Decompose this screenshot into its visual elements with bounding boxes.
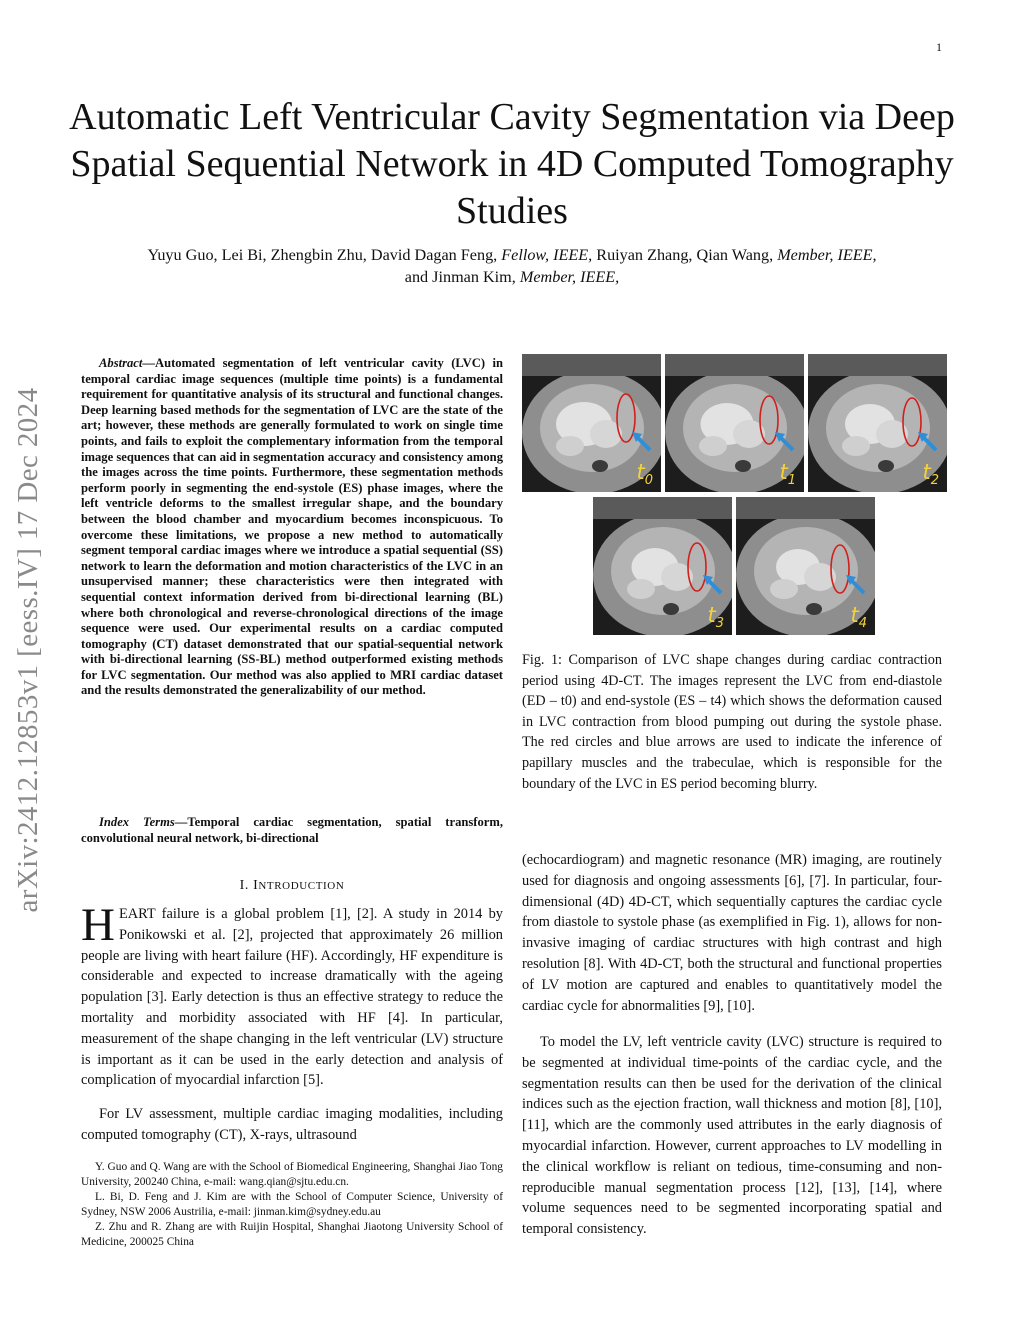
authors-member: Member, IEEE, [519, 268, 620, 286]
section-title-first: I [253, 878, 259, 893]
figure-caption: Fig. 1: Comparison of LVC shape changes during cardiac contraction period using 4D-CT. The images represent the LVC from end-diastole (ED – t0) and end-systole (ES – t4) which shows the deformation caused in LVC contraction from blood pumping out during the systole phase. The red circles and blue arrows are used to indicate the inference of papillary muscles and the trabeculae, which is responsible for the boundary of the LVC in ES period becoming blurry. [522, 652, 942, 792]
time-label: $t_0$ [636, 459, 653, 488]
ct-tissue [770, 579, 798, 599]
author-list [60, 244, 964, 288]
ct-tissue [878, 460, 894, 472]
footnote: Z. Zhu and R. Zhang are with Ruijin Hospital, Shanghai Jiaotong University School of Medicine, 200025 China [81, 1221, 503, 1248]
figure-1 [522, 354, 946, 636]
ct-panel-t1 [665, 354, 804, 492]
page-number: 1 [936, 40, 942, 54]
ct-panel-t0 [522, 354, 661, 492]
ct-tissue [556, 436, 584, 456]
abstract-text: —Automated segmentation of left ventricular cavity (LVC) in temporal cardiac image sequences (multiple time points) is a fundamental requirement for quantitative analysis of its structural and functional changes. Deep learning based methods for the segmentation of LVC are the state of the art; however, these methods are generally formulated to work on single time points, and fails to exploit the complementary information from the temporal image sequences that can aid in segmentation accuracy and consistency among the images across the time points. Furthermore, these segmentation methods perform poorly in segmenting the end-systole (ES) phase images, where the left ventricle deforms to the smallest irregular shape, and the boundary between the blood chamber and myocardium becomes inconspicuous. To overcome these limitations, we propose a new method to automatically segment temporal cardiac images where we introduce a spatial sequential (SS) network to learn the deformation and motion characteristics of the LVC in an unsupervised manner; these characteristics were then integrated with sequential context information derived from bi-directional learning (BL) where both chronological and reverse-chronological directions of the image sequence were used. Our experimental results on a cardiac computed tomography (CT) dataset demonstrated that our spatial-sequential network with bi-directional learning (SS-BL) method outperformed existing methods for LVC segmentation. Our method was also applied to MRI cardiac dataset and the results demonstrated the generalizability of our method. [81, 356, 503, 698]
authors-member: Member, IEEE, [777, 246, 877, 264]
authors-part: and Jinman Kim, [404, 268, 516, 286]
time-label: $t_2$ [922, 459, 939, 488]
ct-tissue [627, 579, 655, 599]
paper-title: Automatic Left Ventricular Cavity Segmentation via Deep Spatial Sequential Network in 4D Computed Tomography Studies [69, 96, 955, 232]
ct-tissue [736, 497, 875, 519]
ct-tissue [663, 603, 679, 615]
drop-cap: H [81, 899, 115, 951]
index-terms-text: —Temporal cardiac segmentation, spatial transform, convolutional neural network, bi-directional [81, 815, 503, 845]
intro-paragraph-2: For LV assessment, multiple cardiac imaging modalities, including computed tomography (CT), X-rays, ultrasound [81, 1106, 503, 1143]
right-paragraph-2: To model the LV, left ventricle cavity (LVC) structure is required to be segmented at individual time-points of the cardiac cycle, and the segmentation results can then be used for the derivation of the clinical indices such as the ejection fraction, wall thickness and motion [8], [10], [11], which are the commonly used attributes in the early diagnosis of myocardial infarction. However, current approaches to LV modelling in the clinical workflow is reliant on tedious, time-consuming and non-reproducible manual segmentation process [12], [13], [14], where volume sequences need to be segmented incorporating spatial and temporal consistency. [522, 1034, 942, 1238]
ct-tissue [808, 354, 947, 376]
index-terms [81, 815, 503, 846]
abstract-label: Abstract [99, 356, 143, 370]
ct-tissue [806, 603, 822, 615]
section-title-rest: NTRODUCTION [258, 880, 345, 892]
ct-panel-t4 [736, 497, 875, 635]
section-number: I. [239, 878, 249, 893]
authors-fellow: Fellow, IEEE, [501, 246, 593, 264]
ct-tissue [665, 354, 804, 376]
time-label: $t_1$ [779, 459, 796, 488]
ct-tissue [522, 354, 661, 376]
right-paragraph-1: (echocardiogram) and magnetic resonance (MR) imaging, are routinely used for diagnosis and ongoing assessments [6], [7]. In particular, four-dimensional (4D) 4D-CT, which sequentially captures the cardiac cycle from diastole to systole phase (as exemplified in Fig. 1), allows for non-invasive imaging of cardiac structures with high contrast and high resolution [8]. With 4D-CT, both the structural and functional properties of LV motion are captured and enables to quantitatively model the cardiac cycle for abnormalities [9], [10]. [522, 852, 942, 1014]
ct-tissue [593, 497, 732, 519]
arxiv-stamp: arXiv:2412.12853v1 [eess.IV] 17 Dec 2024 [12, 387, 44, 913]
ct-panel-t2 [808, 354, 947, 492]
ct-tissue [735, 460, 751, 472]
abstract [81, 356, 503, 699]
time-label: $t_3$ [707, 602, 724, 631]
footnote: L. Bi, D. Feng and J. Kim are with the School of Computer Science, University of Sydney, NSW 2006 Austrilia, e-mail: jinman.kim@sydney.edu.au [81, 1191, 503, 1218]
ct-tissue [699, 436, 727, 456]
ct-panel-t3 [593, 497, 732, 635]
authors-part: Yuyu Guo, Lei Bi, Zhengbin Zhu, David Dagan Feng, [147, 246, 498, 264]
intro-paragraph-1 [81, 899, 503, 1091]
intro-p1-text: EART failure is a global problem [1], [2]. A study in 2014 by Ponikowski et al. [2], projected that approximately 26 million people are living with heart failure (HF). Accordingly, HF expenditure is considerable and expected to increase dramatically with the ageing population [3]. Early detection is thus an effective strategy to reduce the mortality and morbidity associated with HF [4]. In particular, measurement of the shape changing in the left ventricular (LV) structure is important as it can be used in the early detection and analysis of complication of myocardial infarction [5]. [81, 906, 503, 1089]
ct-tissue [842, 436, 870, 456]
ct-tissue [592, 460, 608, 472]
section-heading [81, 878, 503, 894]
authors-part: Ruiyan Zhang, Qian Wang, [596, 246, 774, 264]
footnotes [81, 1160, 503, 1250]
footnote: Y. Guo and Q. Wang are with the School of Biomedical Engineering, Shanghai Jiao Tong University, 200240 China, e-mail: wang.qian@sjtu.edu.cn. [81, 1161, 503, 1188]
time-label: $t_4$ [850, 602, 867, 631]
index-terms-label: Index Terms [99, 815, 175, 829]
